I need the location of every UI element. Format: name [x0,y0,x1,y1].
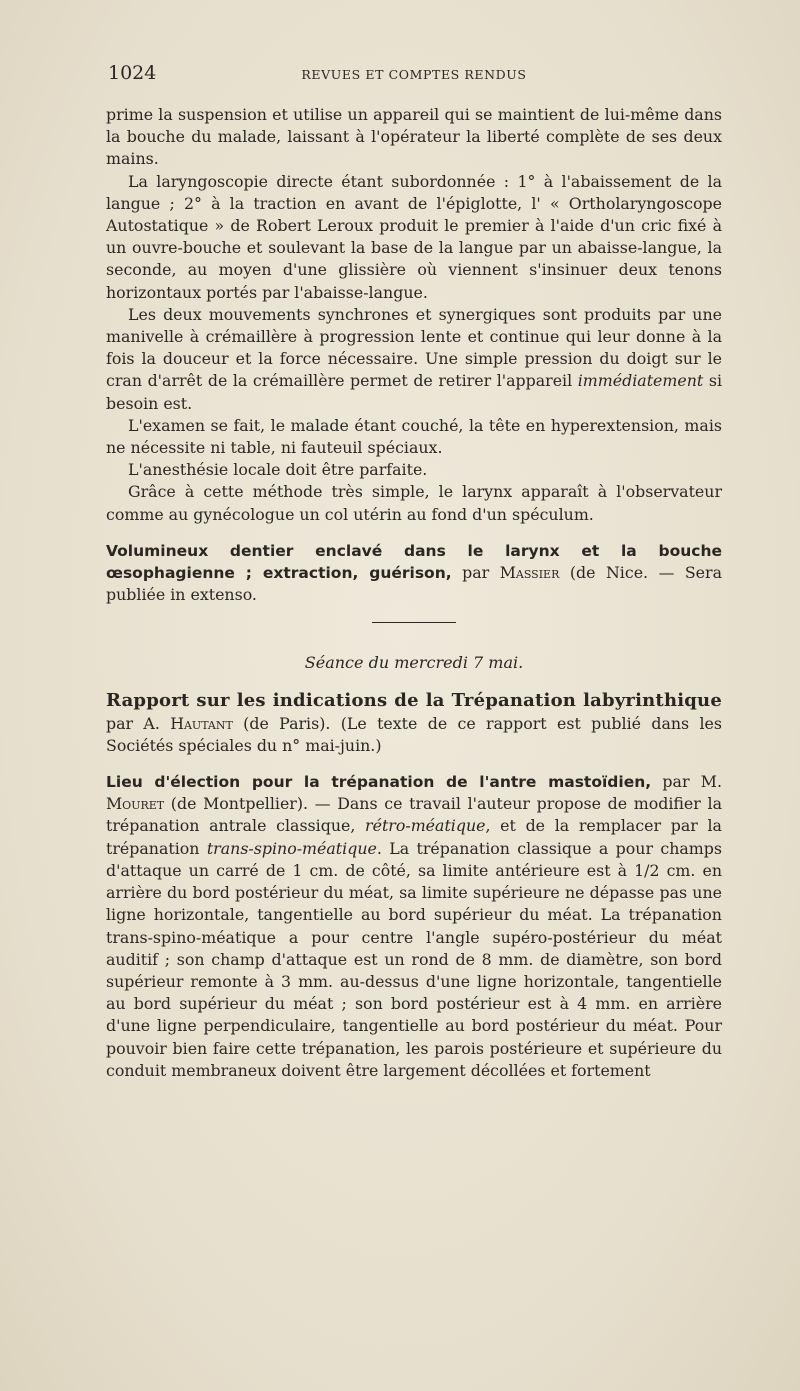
paragraph-method: Grâce à cette méthode très simple, le larynx apparaît à l'observateur comme au gynécologue un col utérin au fond d'un spéculum. [106,482,722,524]
session-heading: Séance du mercredi 7 mai. [304,653,524,673]
article-title: Rapport sur les indications de la Trépanation labyrinthique [106,690,722,712]
paragraph-anesthesia: L'anesthésie locale doit être parfaite. [128,460,428,480]
paragraph-laryngoscopy: La laryngoscopie directe étant subordonnée : 1° à l'abaissement de la langue ; 2° à la traction en avant de l'épiglotte, l' « Ortholaryngoscope Autostatique » de Robert Leroux produit le premier à l'aide d'un cric fixé à un ouvre-bouche et soulevant la base de la langue par un abaisse-langue, la seconde, au moyen d'une glissière où viennent s'insinuer deux tenons horizontaux portés par l'abaisse-langue. [106,171,722,302]
page-number: 1024 [108,62,157,84]
text-run: par M. [651,772,722,792]
spacer [106,757,722,771]
text-run: par [451,563,500,583]
text-run: par A. [106,713,171,733]
author-name: Mouret [106,794,165,814]
body-text [106,104,722,1082]
text-run: (de Nice. — Sera publiée in extenso. [106,563,723,605]
emphasis-text: rétro-méatique [365,816,486,836]
spacer [106,526,722,540]
paragraph-movements [106,304,722,415]
text-run: (de Montpellier). — Dans ce travail l'auteur propose de modifier la trépanation antrale classique, [106,794,722,836]
emphasis-text: immédiatement [577,371,704,391]
paragraph-examination: L'examen se fait, le malade étant couché, la tête en hyperextension, mais ne nécessite ni table, ni fauteuil spéciaux. [106,415,722,458]
article-hautant [106,690,722,757]
article-mouret [106,771,722,1082]
article-massier [106,540,722,607]
paragraph-continuation: prime la suspension et utilise un appareil qui se maintient de lui-même dans la bouche du malade, laissant à l'opérateur la liberté complète de ses deux mains. [106,105,722,169]
text-run: . La trépanation classique a pour champs d'attaque un carré de 1 cm. de côté, sa limite antérieure est à 1/2 cm. en arrière du bord postérieur du méat, sa limite supérieure ne dépasse pas une ligne horizontale, tangentielle au bord supérieur du méat. La trépanation trans-spino-méatique a pour centre l'angle supéro-postérieur du méat auditif ; son champ d'attaque est un rond de 8 mm. de diamètre, son bord supérieur remonte à 3 mm. au-dessus d'une ligne horizontale, tangentielle au bord supérieur du méat ; son bord postérieur est à 4 mm. en arrière d'une ligne perpendiculaire, tangentielle au bord postérieur du méat. Pour pouvoir bien faire cette trépanation, les parois postérieure et supérieure du conduit membraneux doivent être largement décollées et fortement [106,838,722,1080]
author-name: Massier [499,563,560,583]
running-title: REVUES ET COMPTES RENDUS [301,67,527,82]
emphasis-text: trans-spino-méatique [206,838,377,858]
running-head [108,62,720,92]
text-run: , et de la remplacer par la trépanation [106,816,722,858]
text-run: si besoin est. [106,371,722,413]
text-run: (de Paris). (Le texte de ce rapport est publié dans les Sociétés spéciales du n° mai-juin.) [106,713,722,755]
author-name: Hautant [170,713,233,733]
article-title: Lieu d'élection pour la trépanation de l'antre mastoïdien, [106,773,652,792]
article-title: Volumineux dentier enclavé dans le larynx et la bouche œsophagienne ; extraction, guérison, [106,541,722,583]
section-divider [372,622,456,623]
text-run: Les deux mouvements synchrones et synergiques sont produits par une manivelle à crémaillère à progression lente et continue qui leur donne à la fois la douceur et la force nécessaire. Une simple pression du doigt sur le cran d'arrêt de la crémaillère permet de retirer l'appareil [106,304,722,391]
